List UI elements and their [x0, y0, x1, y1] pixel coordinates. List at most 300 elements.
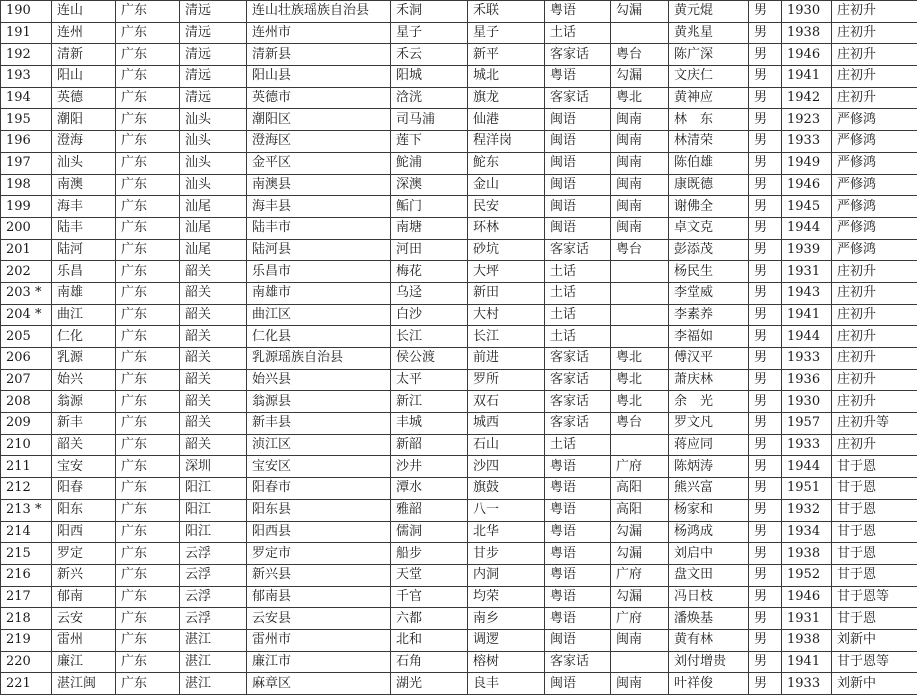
township-cell: 沙井: [391, 456, 468, 478]
city-cell: 汕头: [180, 174, 247, 196]
gender-cell: 男: [749, 521, 782, 543]
investigator-cell: 庄初升: [832, 326, 917, 348]
township-cell: 潭水: [391, 478, 468, 500]
county-cell: 阳西县: [247, 521, 391, 543]
village-cell: 长江: [468, 326, 545, 348]
township-cell: 阳城: [391, 66, 468, 88]
site-name-cell: 仁化: [52, 326, 116, 348]
city-cell: 清远: [180, 1, 247, 23]
gender-cell: 男: [749, 478, 782, 500]
table-row: [1, 391, 917, 413]
table-row: [1, 1, 917, 23]
city-cell: 阳江: [180, 478, 247, 500]
row-number-cell: 204 *: [1, 304, 52, 326]
township-cell: 浛洸: [391, 87, 468, 109]
birth-year-cell: 1944: [782, 217, 832, 239]
county-cell: 清新县: [247, 44, 391, 66]
gender-cell: 男: [749, 131, 782, 153]
province-cell: 广东: [116, 304, 180, 326]
province-cell: 广东: [116, 478, 180, 500]
dialect-group-cell: 闽语: [545, 109, 611, 131]
dialect-group-cell: 粤语: [545, 521, 611, 543]
province-cell: 广东: [116, 391, 180, 413]
province-cell: 广东: [116, 174, 180, 196]
subgroup-cell: 粤台: [611, 44, 669, 66]
subgroup-cell: 闽南: [611, 217, 669, 239]
table-row: [1, 217, 917, 239]
table-row: [1, 326, 917, 348]
township-cell: 星子: [391, 22, 468, 44]
investigator-cell: 严修鸿: [832, 196, 917, 218]
row-number-cell: 198: [1, 174, 52, 196]
table-row: [1, 456, 917, 478]
subgroup-cell: 闽南: [611, 673, 669, 695]
row-number-cell: 213 *: [1, 499, 52, 521]
row-number-cell: 200: [1, 217, 52, 239]
subgroup-cell: 勾漏: [611, 543, 669, 565]
dialect-group-cell: 土话: [545, 326, 611, 348]
village-cell: 大坪: [468, 261, 545, 283]
investigator-cell: 严修鸿: [832, 109, 917, 131]
city-cell: 湛江: [180, 629, 247, 651]
site-name-cell: 英德: [52, 87, 116, 109]
province-cell: 广东: [116, 1, 180, 23]
birth-year-cell: 1952: [782, 564, 832, 586]
informant-name-cell: 萧庆林: [669, 369, 749, 391]
row-number-cell: 196: [1, 131, 52, 153]
province-cell: 广东: [116, 456, 180, 478]
county-cell: 新丰县: [247, 413, 391, 435]
table-row: [1, 499, 917, 521]
row-number-cell: 206: [1, 348, 52, 370]
subgroup-cell: 粤台: [611, 413, 669, 435]
subgroup-cell: [611, 261, 669, 283]
province-cell: 广东: [116, 282, 180, 304]
county-cell: 阳东县: [247, 499, 391, 521]
birth-year-cell: 1939: [782, 239, 832, 261]
table-row: [1, 543, 917, 565]
informant-name-cell: 陈广深: [669, 44, 749, 66]
row-number-cell: 197: [1, 152, 52, 174]
village-cell: 砂坑: [468, 239, 545, 261]
village-cell: 金山: [468, 174, 545, 196]
township-cell: 船步: [391, 543, 468, 565]
city-cell: 汕头: [180, 152, 247, 174]
city-cell: 韶关: [180, 261, 247, 283]
gender-cell: 男: [749, 44, 782, 66]
informant-name-cell: 潘焕基: [669, 608, 749, 630]
gender-cell: 男: [749, 174, 782, 196]
site-name-cell: 廉江: [52, 651, 116, 673]
site-name-cell: 翁源: [52, 391, 116, 413]
investigator-cell: 庄初升: [832, 1, 917, 23]
birth-year-cell: 1941: [782, 304, 832, 326]
village-cell: 旗龙: [468, 87, 545, 109]
township-cell: 深澳: [391, 174, 468, 196]
village-cell: 均荣: [468, 586, 545, 608]
dialect-group-cell: 闽语: [545, 174, 611, 196]
investigator-cell: 庄初升等: [832, 413, 917, 435]
row-number-cell: 190: [1, 1, 52, 23]
subgroup-cell: 闽南: [611, 109, 669, 131]
county-cell: 宝安区: [247, 456, 391, 478]
subgroup-cell: 闽南: [611, 196, 669, 218]
dialect-group-cell: 粤语: [545, 586, 611, 608]
birth-year-cell: 1949: [782, 152, 832, 174]
table-row: [1, 608, 917, 630]
site-name-cell: 南澳: [52, 174, 116, 196]
city-cell: 韶关: [180, 326, 247, 348]
birth-year-cell: 1931: [782, 608, 832, 630]
birth-year-cell: 1933: [782, 434, 832, 456]
city-cell: 汕尾: [180, 239, 247, 261]
province-cell: 广东: [116, 586, 180, 608]
site-name-cell: 新丰: [52, 413, 116, 435]
site-name-cell: 陆丰: [52, 217, 116, 239]
county-cell: 阳山县: [247, 66, 391, 88]
birth-year-cell: 1941: [782, 651, 832, 673]
subgroup-cell: 闽南: [611, 131, 669, 153]
informant-name-cell: 文庆仁: [669, 66, 749, 88]
row-number-cell: 201: [1, 239, 52, 261]
informant-name-cell: 杨民生: [669, 261, 749, 283]
dialect-group-cell: 闽语: [545, 131, 611, 153]
table-row: [1, 564, 917, 586]
subgroup-cell: 闽南: [611, 174, 669, 196]
informant-name-cell: 林 东: [669, 109, 749, 131]
gender-cell: 男: [749, 586, 782, 608]
table-row: [1, 44, 917, 66]
city-cell: 韶关: [180, 434, 247, 456]
gender-cell: 男: [749, 239, 782, 261]
row-number-cell: 194: [1, 87, 52, 109]
gender-cell: 男: [749, 564, 782, 586]
investigator-cell: 甘于恩: [832, 608, 917, 630]
investigator-cell: 严修鸿: [832, 174, 917, 196]
investigator-cell: 刘新中: [832, 629, 917, 651]
city-cell: 湛江: [180, 673, 247, 695]
birth-year-cell: 1931: [782, 261, 832, 283]
township-cell: 石角: [391, 651, 468, 673]
city-cell: 云浮: [180, 586, 247, 608]
row-number-cell: 212: [1, 478, 52, 500]
table-row: [1, 152, 917, 174]
birth-year-cell: 1941: [782, 66, 832, 88]
row-number-cell: 193: [1, 66, 52, 88]
province-cell: 广东: [116, 239, 180, 261]
investigator-cell: 庄初升: [832, 369, 917, 391]
village-cell: 城北: [468, 66, 545, 88]
informant-name-cell: 黄兆星: [669, 22, 749, 44]
village-cell: 内洞: [468, 564, 545, 586]
city-cell: 云浮: [180, 608, 247, 630]
informant-name-cell: 罗文凡: [669, 413, 749, 435]
investigator-cell: 甘于恩等: [832, 651, 917, 673]
village-cell: 新田: [468, 282, 545, 304]
village-cell: 环林: [468, 217, 545, 239]
dialect-group-cell: 客家话: [545, 87, 611, 109]
table-row: [1, 673, 917, 695]
subgroup-cell: 广府: [611, 608, 669, 630]
row-number-cell: 209: [1, 413, 52, 435]
investigator-cell: 刘新中: [832, 673, 917, 695]
dialect-group-cell: 土话: [545, 282, 611, 304]
subgroup-cell: [611, 651, 669, 673]
site-name-cell: 韶关: [52, 434, 116, 456]
investigator-cell: 严修鸿: [832, 217, 917, 239]
subgroup-cell: 广府: [611, 456, 669, 478]
province-cell: 广东: [116, 434, 180, 456]
county-cell: 潮阳区: [247, 109, 391, 131]
township-cell: 新江: [391, 391, 468, 413]
investigator-cell: 庄初升: [832, 22, 917, 44]
province-cell: 广东: [116, 109, 180, 131]
investigator-cell: 庄初升: [832, 391, 917, 413]
birth-year-cell: 1933: [782, 348, 832, 370]
city-cell: 清远: [180, 87, 247, 109]
subgroup-cell: 粤北: [611, 391, 669, 413]
township-cell: 梅花: [391, 261, 468, 283]
site-name-cell: 连山: [52, 1, 116, 23]
county-cell: 英德市: [247, 87, 391, 109]
site-name-cell: 潮阳: [52, 109, 116, 131]
subgroup-cell: [611, 304, 669, 326]
gender-cell: 男: [749, 304, 782, 326]
row-number-cell: 210: [1, 434, 52, 456]
row-number-cell: 214: [1, 521, 52, 543]
township-cell: 莲下: [391, 131, 468, 153]
city-cell: 阳江: [180, 521, 247, 543]
township-cell: 河田: [391, 239, 468, 261]
county-cell: 雷州市: [247, 629, 391, 651]
township-cell: 新韶: [391, 434, 468, 456]
subgroup-cell: 粤台: [611, 239, 669, 261]
birth-year-cell: 1938: [782, 22, 832, 44]
informant-name-cell: 陈炳涛: [669, 456, 749, 478]
informant-name-cell: 熊兴富: [669, 478, 749, 500]
informant-name-cell: 谢佛全: [669, 196, 749, 218]
township-cell: 鮀浦: [391, 152, 468, 174]
investigator-cell: 甘于恩: [832, 499, 917, 521]
township-cell: 侯公渡: [391, 348, 468, 370]
province-cell: 广东: [116, 348, 180, 370]
county-cell: 始兴县: [247, 369, 391, 391]
site-name-cell: 澄海: [52, 131, 116, 153]
investigator-cell: 庄初升: [832, 282, 917, 304]
township-cell: 乌迳: [391, 282, 468, 304]
village-cell: 石山: [468, 434, 545, 456]
row-number-cell: 217: [1, 586, 52, 608]
subgroup-cell: 广府: [611, 564, 669, 586]
city-cell: 深圳: [180, 456, 247, 478]
site-name-cell: 湛江闽: [52, 673, 116, 695]
county-cell: 翁源县: [247, 391, 391, 413]
table-row: [1, 413, 917, 435]
table-row: [1, 521, 917, 543]
subgroup-cell: 勾漏: [611, 1, 669, 23]
gender-cell: 男: [749, 651, 782, 673]
gender-cell: 男: [749, 369, 782, 391]
site-name-cell: 始兴: [52, 369, 116, 391]
site-name-cell: 乐昌: [52, 261, 116, 283]
subgroup-cell: [611, 434, 669, 456]
village-cell: 旗鼓: [468, 478, 545, 500]
subgroup-cell: [611, 282, 669, 304]
birth-year-cell: 1934: [782, 521, 832, 543]
township-cell: 北和: [391, 629, 468, 651]
province-cell: 广东: [116, 521, 180, 543]
village-cell: 民安: [468, 196, 545, 218]
city-cell: 韶关: [180, 282, 247, 304]
row-number-cell: 207: [1, 369, 52, 391]
province-cell: 广东: [116, 44, 180, 66]
county-cell: 连山壮族瑶族自治县: [247, 1, 391, 23]
gender-cell: 男: [749, 348, 782, 370]
table-row: [1, 348, 917, 370]
row-number-cell: 219: [1, 629, 52, 651]
county-cell: 仁化县: [247, 326, 391, 348]
informant-name-cell: 康既德: [669, 174, 749, 196]
township-cell: 天堂: [391, 564, 468, 586]
gender-cell: 男: [749, 66, 782, 88]
gender-cell: 男: [749, 282, 782, 304]
row-number-cell: 216: [1, 564, 52, 586]
dialect-group-cell: 客家话: [545, 391, 611, 413]
site-name-cell: 郁南: [52, 586, 116, 608]
birth-year-cell: 1943: [782, 282, 832, 304]
row-number-cell: 195: [1, 109, 52, 131]
row-number-cell: 199: [1, 196, 52, 218]
village-cell: 双石: [468, 391, 545, 413]
dialect-group-cell: 客家话: [545, 651, 611, 673]
township-cell: 鲘门: [391, 196, 468, 218]
county-cell: 罗定市: [247, 543, 391, 565]
site-name-cell: 乳源: [52, 348, 116, 370]
investigator-cell: 甘于恩: [832, 478, 917, 500]
investigator-cell: 严修鸿: [832, 152, 917, 174]
row-number-cell: 191: [1, 22, 52, 44]
birth-year-cell: 1923: [782, 109, 832, 131]
informant-name-cell: 黄有林: [669, 629, 749, 651]
birth-year-cell: 1944: [782, 456, 832, 478]
dialect-group-cell: 粤语: [545, 499, 611, 521]
province-cell: 广东: [116, 369, 180, 391]
informant-name-cell: 刘付增贵: [669, 651, 749, 673]
village-cell: 罗所: [468, 369, 545, 391]
dialect-group-cell: 客家话: [545, 239, 611, 261]
birth-year-cell: 1942: [782, 87, 832, 109]
table-row: [1, 629, 917, 651]
gender-cell: 男: [749, 109, 782, 131]
dialect-group-cell: 粤语: [545, 66, 611, 88]
informant-name-cell: 杨家和: [669, 499, 749, 521]
site-name-cell: 阳山: [52, 66, 116, 88]
village-cell: 城西: [468, 413, 545, 435]
village-cell: 程洋岗: [468, 131, 545, 153]
site-name-cell: 云安: [52, 608, 116, 630]
province-cell: 广东: [116, 651, 180, 673]
row-number-cell: 202: [1, 261, 52, 283]
gender-cell: 男: [749, 196, 782, 218]
gender-cell: 男: [749, 87, 782, 109]
informant-name-cell: 卓文克: [669, 217, 749, 239]
province-cell: 广东: [116, 413, 180, 435]
subgroup-cell: 高阳: [611, 478, 669, 500]
site-name-cell: 罗定: [52, 543, 116, 565]
investigator-cell: 庄初升: [832, 87, 917, 109]
village-cell: 甘步: [468, 543, 545, 565]
city-cell: 清远: [180, 22, 247, 44]
investigator-cell: 甘于恩: [832, 456, 917, 478]
county-cell: 乐昌市: [247, 261, 391, 283]
city-cell: 韶关: [180, 369, 247, 391]
table-row: [1, 478, 917, 500]
county-cell: 云安县: [247, 608, 391, 630]
investigator-cell: 甘于恩: [832, 564, 917, 586]
township-cell: 太平: [391, 369, 468, 391]
table-row: [1, 586, 917, 608]
row-number-cell: 220: [1, 651, 52, 673]
birth-year-cell: 1946: [782, 44, 832, 66]
province-cell: 广东: [116, 543, 180, 565]
province-cell: 广东: [116, 152, 180, 174]
province-cell: 广东: [116, 87, 180, 109]
informant-name-cell: 黄元焜: [669, 1, 749, 23]
village-cell: 星子: [468, 22, 545, 44]
subgroup-cell: 勾漏: [611, 586, 669, 608]
informant-name-cell: 盘文田: [669, 564, 749, 586]
gender-cell: 男: [749, 152, 782, 174]
province-cell: 广东: [116, 326, 180, 348]
province-cell: 广东: [116, 22, 180, 44]
table-row: [1, 651, 917, 673]
site-name-cell: 陆河: [52, 239, 116, 261]
informant-name-cell: 彭添茂: [669, 239, 749, 261]
gender-cell: 男: [749, 413, 782, 435]
informant-name-cell: 叶祥俊: [669, 673, 749, 695]
village-cell: 榕树: [468, 651, 545, 673]
village-cell: 沙四: [468, 456, 545, 478]
county-cell: 南雄市: [247, 282, 391, 304]
informant-name-cell: 傅汉平: [669, 348, 749, 370]
province-cell: 广东: [116, 629, 180, 651]
birth-year-cell: 1944: [782, 326, 832, 348]
site-name-cell: 新兴: [52, 564, 116, 586]
city-cell: 汕头: [180, 109, 247, 131]
subgroup-cell: 勾漏: [611, 66, 669, 88]
birth-year-cell: 1930: [782, 1, 832, 23]
village-cell: 禾联: [468, 1, 545, 23]
dialect-group-cell: 闽语: [545, 217, 611, 239]
province-cell: 广东: [116, 564, 180, 586]
row-number-cell: 211: [1, 456, 52, 478]
dialect-group-cell: 粤语: [545, 1, 611, 23]
village-cell: 前进: [468, 348, 545, 370]
investigator-cell: 严修鸿: [832, 239, 917, 261]
dialect-group-cell: 闽语: [545, 629, 611, 651]
township-cell: 南塘: [391, 217, 468, 239]
subgroup-cell: 粤北: [611, 348, 669, 370]
dialect-group-cell: 闽语: [545, 196, 611, 218]
city-cell: 云浮: [180, 543, 247, 565]
gender-cell: 男: [749, 608, 782, 630]
province-cell: 广东: [116, 131, 180, 153]
birth-year-cell: 1946: [782, 174, 832, 196]
township-cell: 千官: [391, 586, 468, 608]
gender-cell: 男: [749, 261, 782, 283]
county-cell: 郁南县: [247, 586, 391, 608]
city-cell: 韶关: [180, 348, 247, 370]
